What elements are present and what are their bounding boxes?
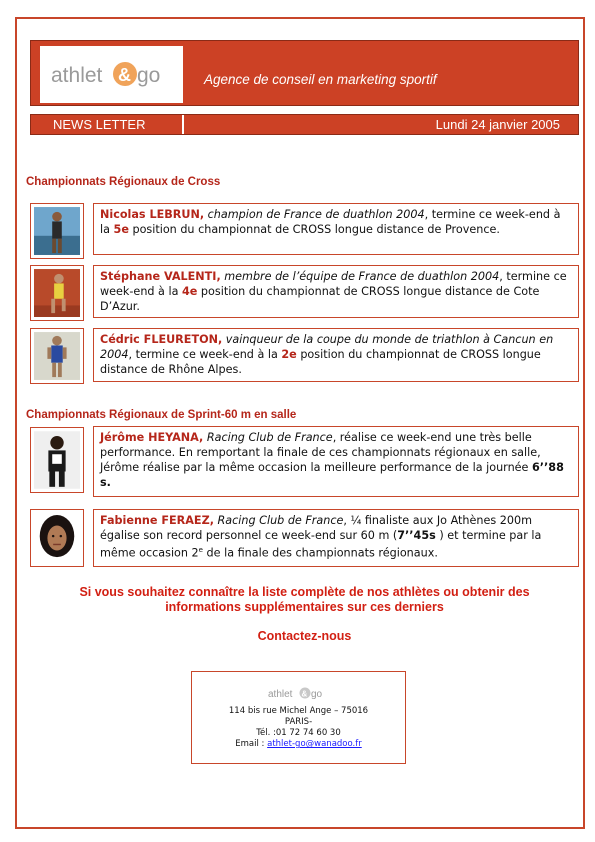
ordinal-suffix: e (198, 546, 203, 554)
athlete-club: Racing Club de France (203, 431, 333, 444)
athlete-photo-icon (34, 269, 80, 317)
newsletter-bar (30, 114, 579, 135)
athlete-role: champion de France de duathlon 2004 (207, 208, 425, 221)
email-label: Email : (235, 739, 268, 749)
entry-fleureton (93, 328, 579, 382)
entry-text: position du championnat de CROSS longue distance de Rhône Alpes. (100, 348, 541, 376)
entry-text: , ¼ finaliste aux Jo Athènes 200m égalise son record personnel ce week-end sur 60 m ( (100, 514, 532, 542)
entry-text: , réalise ce week-end une très belle performance. En remportant la finale de ces championnats régionaux en salle, Jérôme réalise par la même occasion la meilleure performance de la journée (100, 431, 541, 474)
contact-phone: Tél. :01 72 74 60 30 (256, 728, 341, 738)
entry-text: , termine ce week-end à la (100, 270, 567, 298)
athlete-photo-icon (34, 431, 80, 489)
performance-time: 6’’88 s. (100, 461, 564, 489)
logo-amp: & (301, 689, 307, 699)
logo-text-left: athlet (267, 689, 292, 700)
newsletter-date: Lundi 24 janvier 2005 (184, 115, 578, 134)
header-banner (30, 40, 579, 106)
athlete-role: vainqueur de la coupe du monde de triathlon à Cancun en 2004 (100, 333, 554, 361)
athlete-name: Jérôme HEYANA, (100, 431, 204, 444)
entry-text: position du championnat de CROSS longue distance de Provence. (128, 223, 500, 236)
athlete-photo-icon (34, 207, 80, 255)
athlete-photo-heyana (30, 427, 84, 493)
entry-text: position du championnat de CROSS longue distance de Cote D’Azur. (100, 285, 540, 313)
logo-text-right: go (136, 63, 160, 87)
placing: 2e (281, 348, 297, 361)
contact-city: PARIS- (284, 717, 313, 727)
tagline: Agence de conseil en marketing sportif (204, 72, 437, 87)
athlete-role: membre de l’équipe de France de duathlon 2004 (220, 270, 500, 283)
cta-text: Si vous souhaitez connaître la liste complète de nos athlètes ou obtenir des informations supplémentaires sur ces derniers (79, 585, 530, 614)
logo-text-left: athlet (50, 63, 102, 87)
athlete-photo-lebrun (30, 203, 84, 259)
contact-email-row (192, 739, 405, 750)
entry-valenti (93, 265, 579, 318)
newsletter-label: NEWS LETTER (31, 115, 184, 134)
entry-text: , termine ce week-end à la (128, 348, 282, 361)
contact-box (191, 671, 406, 764)
entry-heyana (93, 426, 579, 497)
logo-graphic (47, 55, 177, 95)
section-title-sprint: Championnats Régionaux de Sprint-60 m en salle (26, 409, 297, 421)
logo-amp: & (117, 64, 131, 85)
performance-time: 7’’45s (397, 529, 436, 542)
entry-text: de la finale des championnats régionaux. (202, 546, 438, 560)
athlete-name: Cédric FLEURETON, (100, 333, 223, 346)
entry-lebrun (93, 203, 579, 255)
contact-address: 114 bis rue Michel Ange – 75016 (228, 706, 369, 716)
contact-us-link[interactable]: Contactez-nous (257, 629, 352, 643)
athlete-name: Stéphane VALENTI, (100, 270, 221, 283)
contact-logo (268, 686, 330, 700)
brand-logo (40, 46, 183, 103)
athlete-photo-icon (34, 332, 80, 380)
logo-text-right: go (310, 689, 322, 700)
athlete-photo-icon (34, 513, 80, 563)
athlete-name: Fabienne FERAEZ, (100, 514, 214, 527)
athlete-photo-feraez (30, 509, 84, 567)
athlete-name: Nicolas LEBRUN, (100, 208, 205, 221)
placing: 5e (113, 223, 129, 236)
athlete-photo-valenti (30, 265, 84, 321)
athlete-photo-fleureton (30, 328, 84, 384)
email-link[interactable]: athlet-go@wanadoo.fr (267, 739, 362, 749)
entry-text: , termine ce week-end à la (100, 208, 561, 236)
athlete-club: Racing Club de France (213, 514, 344, 527)
entry-text: ) et termine par la même occasion 2 (100, 529, 542, 560)
section-title-cross: Championnats Régionaux de Cross (26, 176, 221, 188)
entry-feraez (93, 509, 579, 567)
placing: 4e (182, 285, 198, 298)
